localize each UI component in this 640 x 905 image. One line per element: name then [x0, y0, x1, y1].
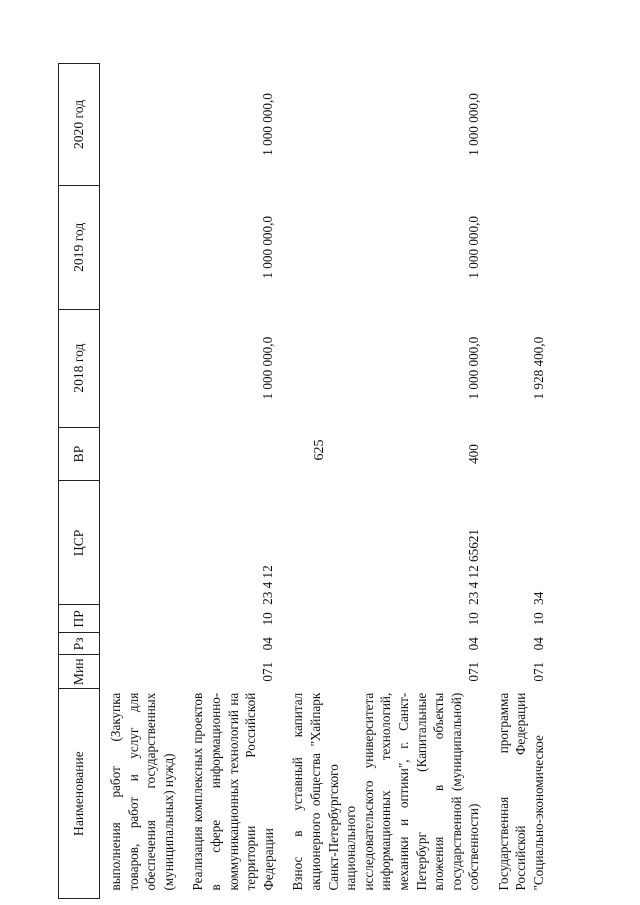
- row-pr: 10: [530, 612, 546, 626]
- col-header-vr: ВР: [59, 427, 100, 481]
- table-row: [281, 64, 487, 899]
- col-header-name: Наименование: [59, 689, 100, 899]
- row-2019: [100, 185, 182, 309]
- row-2019: 1 000 000,0: [465, 215, 481, 279]
- row-2018: [100, 309, 182, 427]
- col-header-2020: 2020 год: [59, 64, 100, 186]
- header-row: [59, 64, 100, 899]
- row-2020: 1 000 000,0: [260, 93, 276, 156]
- row-2018: 1 928 400,0: [530, 336, 546, 400]
- table-row: [181, 64, 281, 899]
- row-vr: [181, 427, 281, 481]
- row-name: Государственная программа Российской Федерации "Социально-экономическое: [495, 692, 547, 891]
- col-header-rz: Рз: [59, 633, 100, 655]
- page-number: 625: [312, 439, 327, 461]
- row-2020: [487, 64, 552, 186]
- col-header-min: Мин: [59, 655, 100, 689]
- col-header-pr: ПР: [59, 605, 100, 633]
- row-min: 071: [465, 661, 481, 682]
- row-pr: 10: [260, 612, 276, 626]
- row-2019: 1 000 000,0: [260, 215, 276, 279]
- row-pr: 10: [465, 612, 481, 626]
- rotated-page: [58, 63, 558, 899]
- col-header-2019: 2019 год: [59, 185, 100, 309]
- row-min: [100, 655, 182, 689]
- row-name: Взнос в уставный капитал акционерного общества "Хайпарк Санкт-Петербургского национального исследовательского университета информационных технологий, механики и оптики", г. Санкт-Петербург (Капитальные вложения в объекты государственной (муниципальной) собственности): [290, 692, 482, 891]
- row-2018: 1 000 000,0: [465, 336, 481, 400]
- table-row: [487, 64, 552, 899]
- row-rz: [100, 633, 182, 655]
- row-name: Реализация комплексных проектов в сфере информационно-коммуникационных технологий на территории Российской Федерации: [190, 692, 276, 891]
- row-min: 071: [260, 661, 276, 682]
- row-csr: 34: [530, 591, 546, 605]
- row-2019: [487, 185, 552, 309]
- row-vr: [487, 427, 552, 481]
- budget-table: [58, 63, 552, 899]
- row-2020: [100, 64, 182, 186]
- budget-table-container: [58, 63, 558, 899]
- row-2020: 1 000 000,0: [465, 93, 481, 156]
- row-2018: 1 000 000,0: [260, 336, 276, 400]
- row-vr: 400: [465, 444, 481, 464]
- row-csr: [100, 481, 182, 605]
- row-rz: 04: [260, 637, 276, 651]
- row-min: 071: [530, 661, 546, 682]
- col-header-csr: ЦСР: [59, 481, 100, 605]
- row-pr: [100, 605, 182, 633]
- col-header-2018: 2018 год: [59, 309, 100, 427]
- row-csr: 23 4 12: [260, 565, 276, 605]
- row-vr: [100, 427, 182, 481]
- row-name: выполнения работ (Закупка товаров, работ и услуг для обеспечения государственных (муниципальных) нужд): [108, 692, 176, 891]
- table-row: [100, 64, 182, 899]
- row-rz: 04: [530, 637, 546, 651]
- row-csr: 23 4 12 65621: [465, 529, 481, 605]
- row-rz: 04: [465, 637, 481, 651]
